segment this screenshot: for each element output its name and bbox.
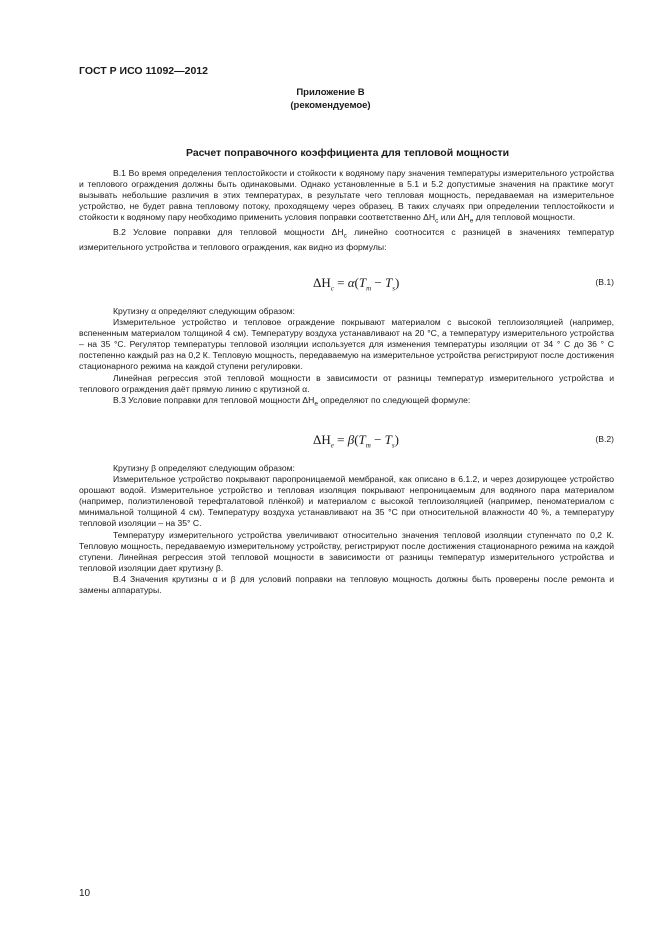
body-block-2	[79, 306, 614, 410]
paragraph-alpha-method: Измерительное устройство и тепловое ограждение покрывают материалом с высокой теплоизоляцией (например, вспененным материалом толщиной 4 см). Температуру воздуха устанавливают на 20 °С, а температуру измерительного устройства – на 35 °С. Регулятор температуры тепловой изоляции используется для изменения температуры изоляции от 34 ° С до 36 ° С постепенно каждый раз на 0,2 К. Тепловую мощность, передаваемую на измерительное устройства регистрируют после достижения стационарного режима на каждой ступени регулировки.	[79, 317, 614, 372]
section-title: Расчет поправочного коэффициента для тепловой мощности	[185, 147, 510, 159]
equation-b2	[79, 430, 614, 452]
paragraph-beta-method: Измерительное устройство покрывают паропроницаемой мембраной, как описано в 6.1.2, и через дозирующее устройство орошают водой. Измерительное устройство и тепловая изоляция покрывают непроницаемым для водяного пара материалом (например, полиэтиленовой терефталатовой плёнкой) и материалом с высокой теплоизоляцией (например, пеноматериалом с минимальной толщиной 4 см). Температуру воздуха устанавливают на 35 °С при относительной влажности 40 %, а температуру тепловой изоляции – на 35° С.	[79, 474, 614, 529]
equation-b1-number: (В.1)	[595, 277, 614, 287]
paragraph-b2: В.2 Условие поправки для тепловой мощности $\Delta H_c$ линейно соотносится с разницей в значениях температур измерительного устройства и теплового ограждения, как видно из формулы:	[79, 227, 614, 252]
paragraph-b1: В.1 Во время определения теплостойкости и стойкости к водяному пару значения температуры измерительного устройства и теплового ограждения должны быть одинаковыми. Однако установленные в 5.1 и 5.2 допустимые значения на практике могут вызывать небольшие различия в этих температурах, в результате чего тепловая мощность, передаваемая на измерительное устройство, не будет равна тепловому потоку, проходящему через образец. В таких случаях при определении теплостойкости и стойкости к водяному пару необходимо применить условия поправки соответственно $\Delta H_c$ или $\Delta H_e$ для тепловой мощности.	[79, 168, 614, 226]
page-number: 10	[79, 888, 91, 899]
body-block-1	[79, 168, 614, 253]
appendix-subtitle: (рекомендуемое)	[290, 100, 371, 111]
body-block-3	[79, 463, 614, 596]
paragraph-b3: В.3 Условие поправки для тепловой мощности $\Delta H_e$ определяют по следующей формуле:	[113, 394, 471, 408]
equation-b1-formula: $\Delta H_c = \alpha(T_m - T_s)$	[313, 275, 400, 293]
equation-b2-number: (В.2)	[595, 434, 614, 444]
equation-b1	[79, 273, 614, 295]
paragraph-beta-regression: Температуру измерительного устройства увеличивают относительно значения тепловой изоляции ступенчато по 0,2 К. Тепловую мощность, передаваемую измерительному устройству, регистрируют после достижения стационарного режима на каждой ступени. Линейная регрессия этой тепловой мощности в зависимости от разницы температур измерительного устройства и тепловой изоляции дает крутизну β.	[79, 529, 614, 573]
paragraph-alpha-intro: Крутизну α определяют следующим образом:	[113, 306, 295, 316]
paragraph-b4: В.4 Значения крутизны α и β для условий поправки на тепловую мощность должны быть проверены после ремонта и замены аппаратуры.	[79, 573, 614, 596]
equation-b2-formula: $\Delta H_e = \beta(T_m - T_s)$	[313, 432, 399, 450]
appendix-title: Приложение В	[296, 87, 365, 98]
paragraph-beta-intro: Крутизну β определяют следующим образом:	[113, 463, 295, 473]
paragraph-alpha-regression: Линейная регрессия этой тепловой мощности в зависимости от разницы температур измерительного устройства и теплового ограждения даёт прямую линию с крутизной α.	[79, 372, 614, 394]
standard-header: ГОСТ Р ИСО 11092—2012	[79, 65, 208, 77]
